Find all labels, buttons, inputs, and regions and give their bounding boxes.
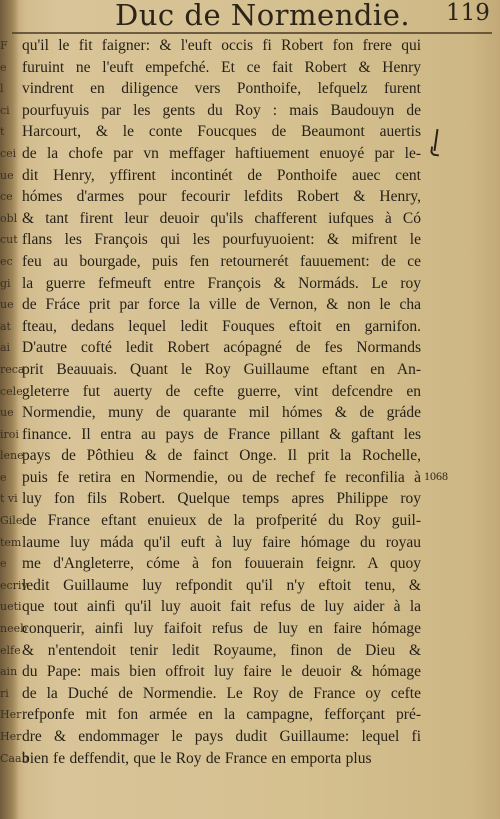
- margin-fragment: obl: [0, 211, 18, 225]
- text-line: conquerir, ainfi luy faifoit refus de luy en faire hómage: [22, 620, 421, 638]
- text-line: de la chofe par vn meffager haftiuement enuoyé par le-: [22, 144, 421, 162]
- margin-fragment: ueti: [0, 600, 22, 614]
- margin-fragment: ecriv: [0, 578, 28, 592]
- text-line: du Pape: mais bien offroit luy faire le deuoir & hómage: [22, 663, 421, 681]
- text-line: de Fráce prit par force la ville de Vernon, & non le cha: [22, 296, 421, 314]
- margin-fragment: ain: [0, 665, 18, 679]
- text-line: & tant firent leur deuoir qu'ils chafferent iufques à Có: [22, 209, 421, 227]
- text-line: bien fe deffendit, que le Roy de France en emporta plus: [22, 749, 372, 767]
- text-line: dre & endommager le pays dudit Guillaume: lequel fi: [22, 728, 421, 745]
- margin-fragment: cei: [0, 146, 17, 160]
- margin-fragment: Caab: [0, 751, 29, 765]
- text-line: fteau, dedans lequel ledit Fouques eftoit en garnifon.: [22, 317, 421, 335]
- handwritten-annotation-mark: [433, 129, 438, 151]
- page-number: 119: [446, 0, 490, 26]
- margin-fragment: e: [0, 470, 7, 484]
- margin-fragment: Gile: [0, 514, 23, 528]
- running-title: Duc de Normendie.: [115, 0, 411, 32]
- margin-fragment: gi: [0, 276, 11, 290]
- margin-fragment: F: [0, 39, 8, 52]
- text-line: vindrent en diligence vers Ponthoife, lefquelz furent: [22, 80, 421, 98]
- margin-fragment: ec: [0, 254, 13, 268]
- margin-fragment: cut: [0, 233, 18, 247]
- text-line: puis fe retira en Normendie, ou de rechef fe reconfilia à: [22, 468, 421, 486]
- margin-fragment: neeb: [0, 622, 28, 636]
- text-line: ledit Guillaume luy refpondit qu'il n'y eftoit tenu, &: [22, 576, 421, 594]
- text-line: la guerre fefmeuft entre François & Normáds. Le roy: [22, 274, 421, 292]
- margin-fragment: elfe: [0, 643, 21, 657]
- header-rule: [12, 32, 492, 34]
- text-line: feu au bourgade, puis fen retournerét fauuement: de ce: [22, 252, 421, 270]
- text-line: D'autre cofté ledit Robert acópagné de fes Normands: [22, 339, 421, 357]
- margin-fragment: tem: [0, 535, 22, 549]
- text-line: de France eftant enuieux de la profperité du Roy guil-: [22, 512, 421, 530]
- margin-fragment: ai: [0, 341, 11, 355]
- text-line: prit Beauuais. Quant le Roy Guillaume eftant en An-: [22, 360, 421, 378]
- margin-fragment: l: [0, 82, 4, 96]
- text-line: Harcourt, & le conte Foucques de Beaumont auertis: [22, 123, 421, 141]
- margin-fragment: ci: [0, 103, 10, 117]
- text-line: refponfe mit fon armée en la campagne, fefforçant pré-: [22, 706, 421, 724]
- text-line: qu'il le fit faigner: & l'euft occis fi Robert fon frere qui: [22, 37, 421, 54]
- text-line: luy fon fils Robert. Quelque temps apres Philippe roy: [22, 490, 421, 508]
- margin-fragment: iroi: [0, 427, 19, 441]
- text-line: pays de Pôthieu & de fainct Onge. Il prit la Rochelle,: [22, 447, 421, 465]
- text-line: furuint ne l'euft empefché. Et ce fait Robert & Henry: [22, 58, 421, 76]
- margin-fragment: reca: [0, 362, 25, 376]
- margin-fragment: e: [0, 60, 7, 74]
- margin-fragment: ue: [0, 298, 14, 312]
- text-line: & n'entendoit tenir ledit Royaume, finon de Dieu &: [22, 641, 421, 659]
- text-line: hómes d'armes pour fecourir lefdits Robert & Henry,: [22, 188, 421, 206]
- text-line: flans les François qui les pourfuyuoient: & mifrent le: [22, 231, 421, 249]
- margin-fragment: t vi: [0, 492, 18, 506]
- margin-fragment: lene: [0, 449, 24, 463]
- text-line: que tout ainfi qu'il luy auoit fait refus de luy aider à la: [22, 598, 421, 616]
- text-line: laume luy máda qu'il euft à luy faire hómage du royau: [22, 533, 421, 551]
- text-line: me d'Angleterre, cóme à fon fouuerain feignr. A quoy: [22, 555, 421, 573]
- left-margin-fragments: [0, 35, 29, 769]
- text-line: gleterre fut auerty de cefte guerre, vint defcendre en: [22, 382, 421, 400]
- margin-fragment: at: [0, 319, 11, 333]
- margin-fragment: e: [0, 557, 7, 571]
- margin-date-note: 1068: [424, 469, 448, 483]
- margin-fragment: ue: [0, 406, 14, 420]
- margin-fragment: Her: [0, 708, 22, 722]
- text-line: dit Henry, yffirent incontinét de Ponthoife auec cent: [22, 166, 421, 184]
- margin-fragment: ce: [0, 190, 13, 204]
- text-line: Normendie, muny de quarante mil hómes & de gráde: [22, 404, 421, 422]
- margin-fragment: ue: [0, 168, 14, 182]
- text-line: finance. Il entra au pays de France pillant & gaftant les: [22, 425, 421, 443]
- body-text: [22, 35, 421, 769]
- margin-fragment: t: [0, 125, 5, 139]
- margin-fragment: cele: [0, 384, 23, 398]
- text-line: de la Duché de Normendie. Le Roy de France oy cefte: [22, 684, 421, 702]
- margin-fragment: Her: [0, 730, 22, 743]
- text-line: pourfuyuis par les gents du Roy : mais Baudouyn de: [22, 101, 421, 119]
- margin-fragment: ri: [0, 686, 9, 700]
